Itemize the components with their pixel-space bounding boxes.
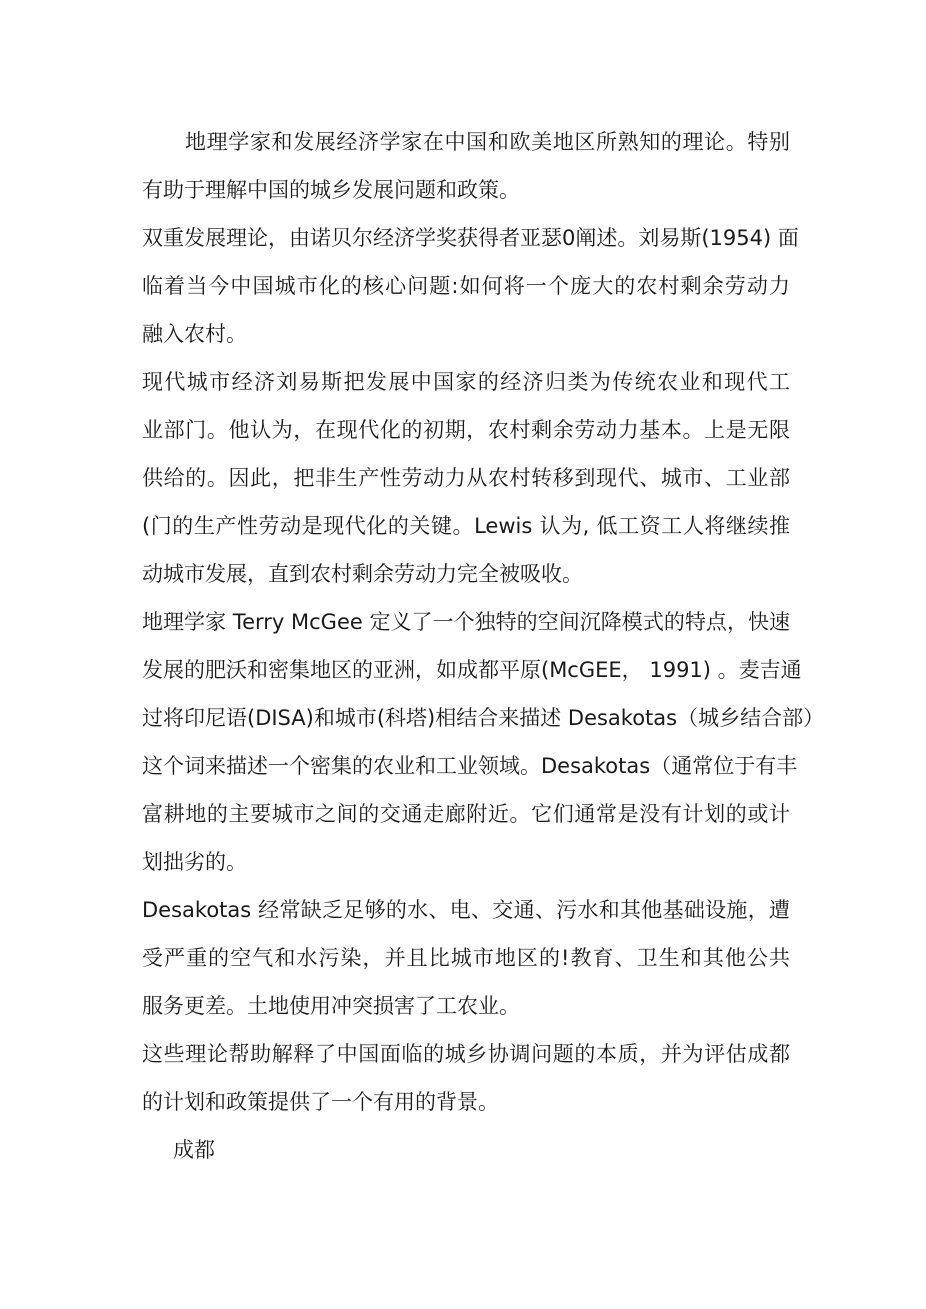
text-line: 双重发展理论，由诺贝尔经济学奖获得者亚瑟0阐述。刘易斯(1954) 面	[142, 226, 799, 250]
paragraph-conclusion	[142, 1030, 790, 1126]
text-line: (门的生产性劳动是现代化的关键。Lewis 认为, 低工资工人将继续推	[142, 514, 790, 538]
text-line: 的计划和政策提供了一个有用的背景。	[142, 1090, 499, 1114]
text-line: 业部门。他认为，在现代化的初期，农村剩余劳动力基本。上是无限	[142, 418, 790, 442]
paragraph-lewis	[142, 358, 790, 598]
text-line: 服务更差。土地使用冲突损害了工农业。	[142, 994, 520, 1018]
section-heading	[142, 1126, 790, 1174]
text-line: 划拙劣的。	[142, 850, 247, 874]
text-line: 动城市发展，直到农村剩余劳动力完全被吸收。	[142, 562, 583, 586]
document-body	[142, 118, 825, 1174]
text-line: 过将印尼语(DISA)和城市(科塔)相结合来描述 Desakotas（城乡结合部）	[142, 706, 825, 730]
text-line: 供给的。因此，把非生产性劳动力从农村转移到现代、城市、工业部	[142, 466, 790, 490]
text-line: 现代城市经济刘易斯把发展中国家的经济归类为传统农业和现代工	[142, 370, 790, 394]
paragraph-desakotas	[142, 886, 790, 1030]
text-line: 这个词来描述一个密集的农业和工业领域。Desakotas（通常位于有丰	[142, 754, 798, 778]
paragraph-mcgee	[142, 598, 825, 886]
text-line: 融入农村。	[142, 322, 247, 346]
text-line: 发展的肥沃和密集地区的亚洲，如成都平原(McGEE， 1991) 。麦吉通	[142, 658, 802, 682]
text-line: Desakotas 经常缺乏足够的水、电、交通、污水和其他基础设施，遭	[142, 898, 790, 922]
text-line: 地理学家 Terry McGee 定义了一个独特的空间沉降模式的特点，快速	[142, 610, 790, 634]
text-line: 有助于理解中国的城乡发展问题和政策。	[142, 178, 520, 202]
text-line: 受严重的空气和水污染，并且比城市地区的!教育、卫生和其他公共	[142, 946, 790, 970]
paragraph-dual-development	[142, 214, 799, 358]
text-line: 富耕地的主要城市之间的交通走廊附近。它们通常是没有计划的或计	[142, 802, 790, 826]
text-line: 这些理论帮助解释了中国面临的城乡协调问题的本质，并为评估成都	[142, 1042, 790, 1066]
text-line: 临着当今中国城市化的核心问题:如何将一个庞大的农村剩余劳动力	[142, 274, 790, 298]
text-line: 地理学家和发展经济学家在中国和欧美地区所熟知的理论。特别	[185, 130, 790, 154]
section-heading-text: 成都	[173, 1138, 215, 1162]
paragraph-intro	[142, 118, 790, 214]
